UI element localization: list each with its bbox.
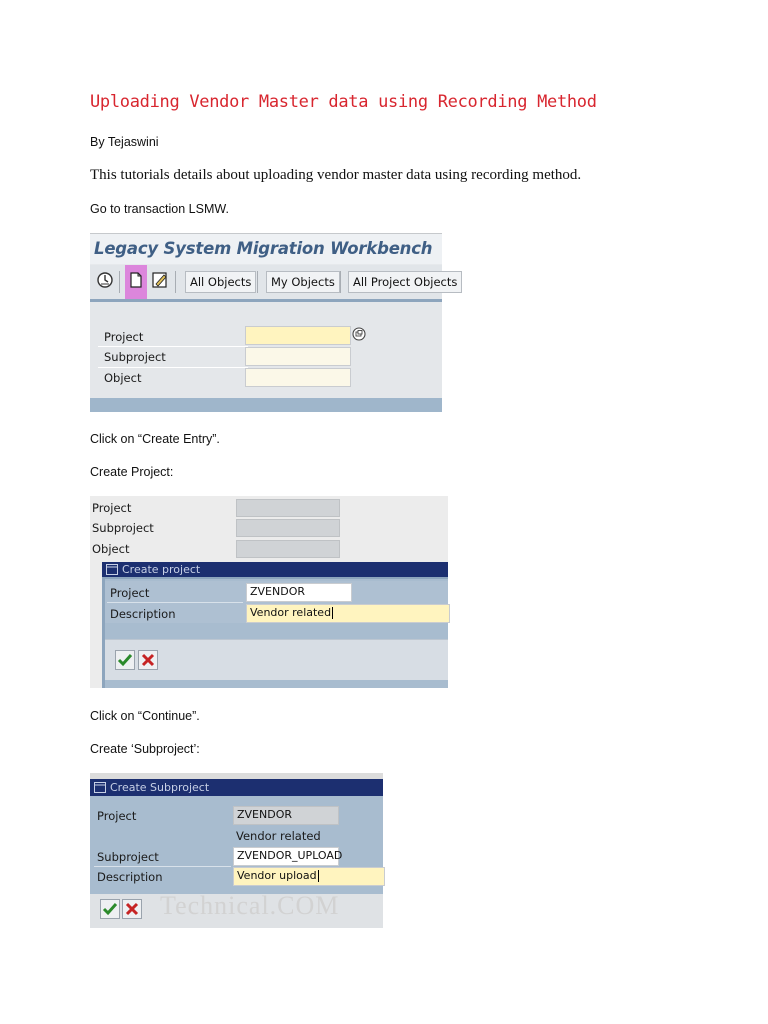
description-input[interactable] <box>233 867 385 886</box>
window-icon <box>94 782 106 793</box>
lsmw-screenshot <box>90 233 458 412</box>
my-objects-button[interactable]: My Objects <box>266 271 340 293</box>
bg-subproject-input <box>236 519 340 537</box>
toolbar-separator <box>119 271 120 293</box>
step-create-entry: Click on “Create Entry”. <box>90 432 220 446</box>
create-entry-icon[interactable] <box>127 271 145 289</box>
cancel-icon <box>123 900 141 918</box>
dialog-button-bar <box>105 639 448 680</box>
create-project-dialog <box>102 562 448 688</box>
project-input[interactable] <box>246 583 352 602</box>
description-input[interactable] <box>246 604 450 623</box>
checkmark-icon <box>101 900 119 918</box>
project-label: Project <box>97 809 137 823</box>
change-icon[interactable] <box>151 271 169 289</box>
continue-button[interactable] <box>100 899 120 919</box>
continue-button[interactable] <box>115 650 135 670</box>
lsmw-title: Legacy System Migration Workbench <box>94 239 433 258</box>
project-label: Project <box>110 586 150 600</box>
project-input[interactable] <box>245 326 351 345</box>
author-line: By Tejaswini <box>90 135 159 149</box>
lsmw-header <box>90 234 442 264</box>
lsmw-toolbar <box>90 265 458 302</box>
description-value: Vendor related <box>250 606 332 619</box>
dialog-title: Create project <box>122 563 201 576</box>
subproject-input[interactable] <box>245 347 351 366</box>
watermark: Technical.COM <box>160 891 340 920</box>
dialog-title-bar <box>102 562 448 577</box>
description-label: Description <box>97 870 163 884</box>
cancel-button[interactable] <box>138 650 158 670</box>
create-project-screenshot <box>90 496 448 688</box>
bg-project-label: Project <box>92 501 132 515</box>
dialog-body <box>105 579 448 688</box>
subproject-input[interactable] <box>233 847 343 866</box>
project-label: Project <box>104 330 144 344</box>
window-icon <box>106 564 118 575</box>
toolbar-separator <box>175 271 176 293</box>
step-continue: Click on “Continue”. <box>90 709 200 723</box>
toolbar-separator <box>257 271 258 293</box>
subproject-label: Subproject <box>97 850 159 864</box>
intro-paragraph: This tutorials details about uploading vendor master data using recording method. <box>90 167 582 183</box>
row-divider <box>98 367 248 368</box>
step-go-to-lsmw: Go to transaction LSMW. <box>90 202 229 216</box>
dialog-title: Create Subproject <box>110 781 210 794</box>
bg-project-input <box>236 499 340 517</box>
project-value: ZVENDOR <box>250 585 306 598</box>
checkmark-icon <box>116 651 134 669</box>
description-label: Description <box>110 607 176 621</box>
bg-object-label: Object <box>92 542 130 556</box>
row-divider <box>98 346 248 347</box>
project-value: ZVENDOR <box>237 808 293 821</box>
project-input <box>233 806 339 825</box>
description-value: Vendor upload <box>237 869 317 882</box>
bg-subproject-label: Subproject <box>92 521 154 535</box>
toolbar-separator <box>340 271 341 293</box>
step-create-subproject: Create ‘Subproject’: <box>90 742 200 756</box>
row-divider <box>94 866 231 867</box>
cancel-button[interactable] <box>122 899 142 919</box>
subproject-label: Subproject <box>104 350 166 364</box>
all-project-objects-button[interactable]: All Project Objects <box>348 271 462 293</box>
dialog-title-bar <box>90 779 383 796</box>
page-title: Uploading Vendor Master data using Recording Method <box>90 92 597 112</box>
create-subproject-screenshot <box>90 773 383 928</box>
subproject-value: ZVENDOR_UPLOAD <box>237 849 343 862</box>
object-label: Object <box>104 371 142 385</box>
row-divider <box>107 602 243 603</box>
object-input[interactable] <box>245 368 351 387</box>
execute-icon[interactable] <box>96 271 114 289</box>
step-create-project: Create Project: <box>90 465 174 479</box>
lsmw-bottom-bar <box>90 398 442 412</box>
bg-object-input <box>236 540 340 558</box>
cancel-icon <box>139 651 157 669</box>
search-help-icon[interactable] <box>352 327 366 341</box>
all-objects-button[interactable]: All Objects <box>185 271 256 293</box>
project-description: Vendor related <box>236 829 321 843</box>
